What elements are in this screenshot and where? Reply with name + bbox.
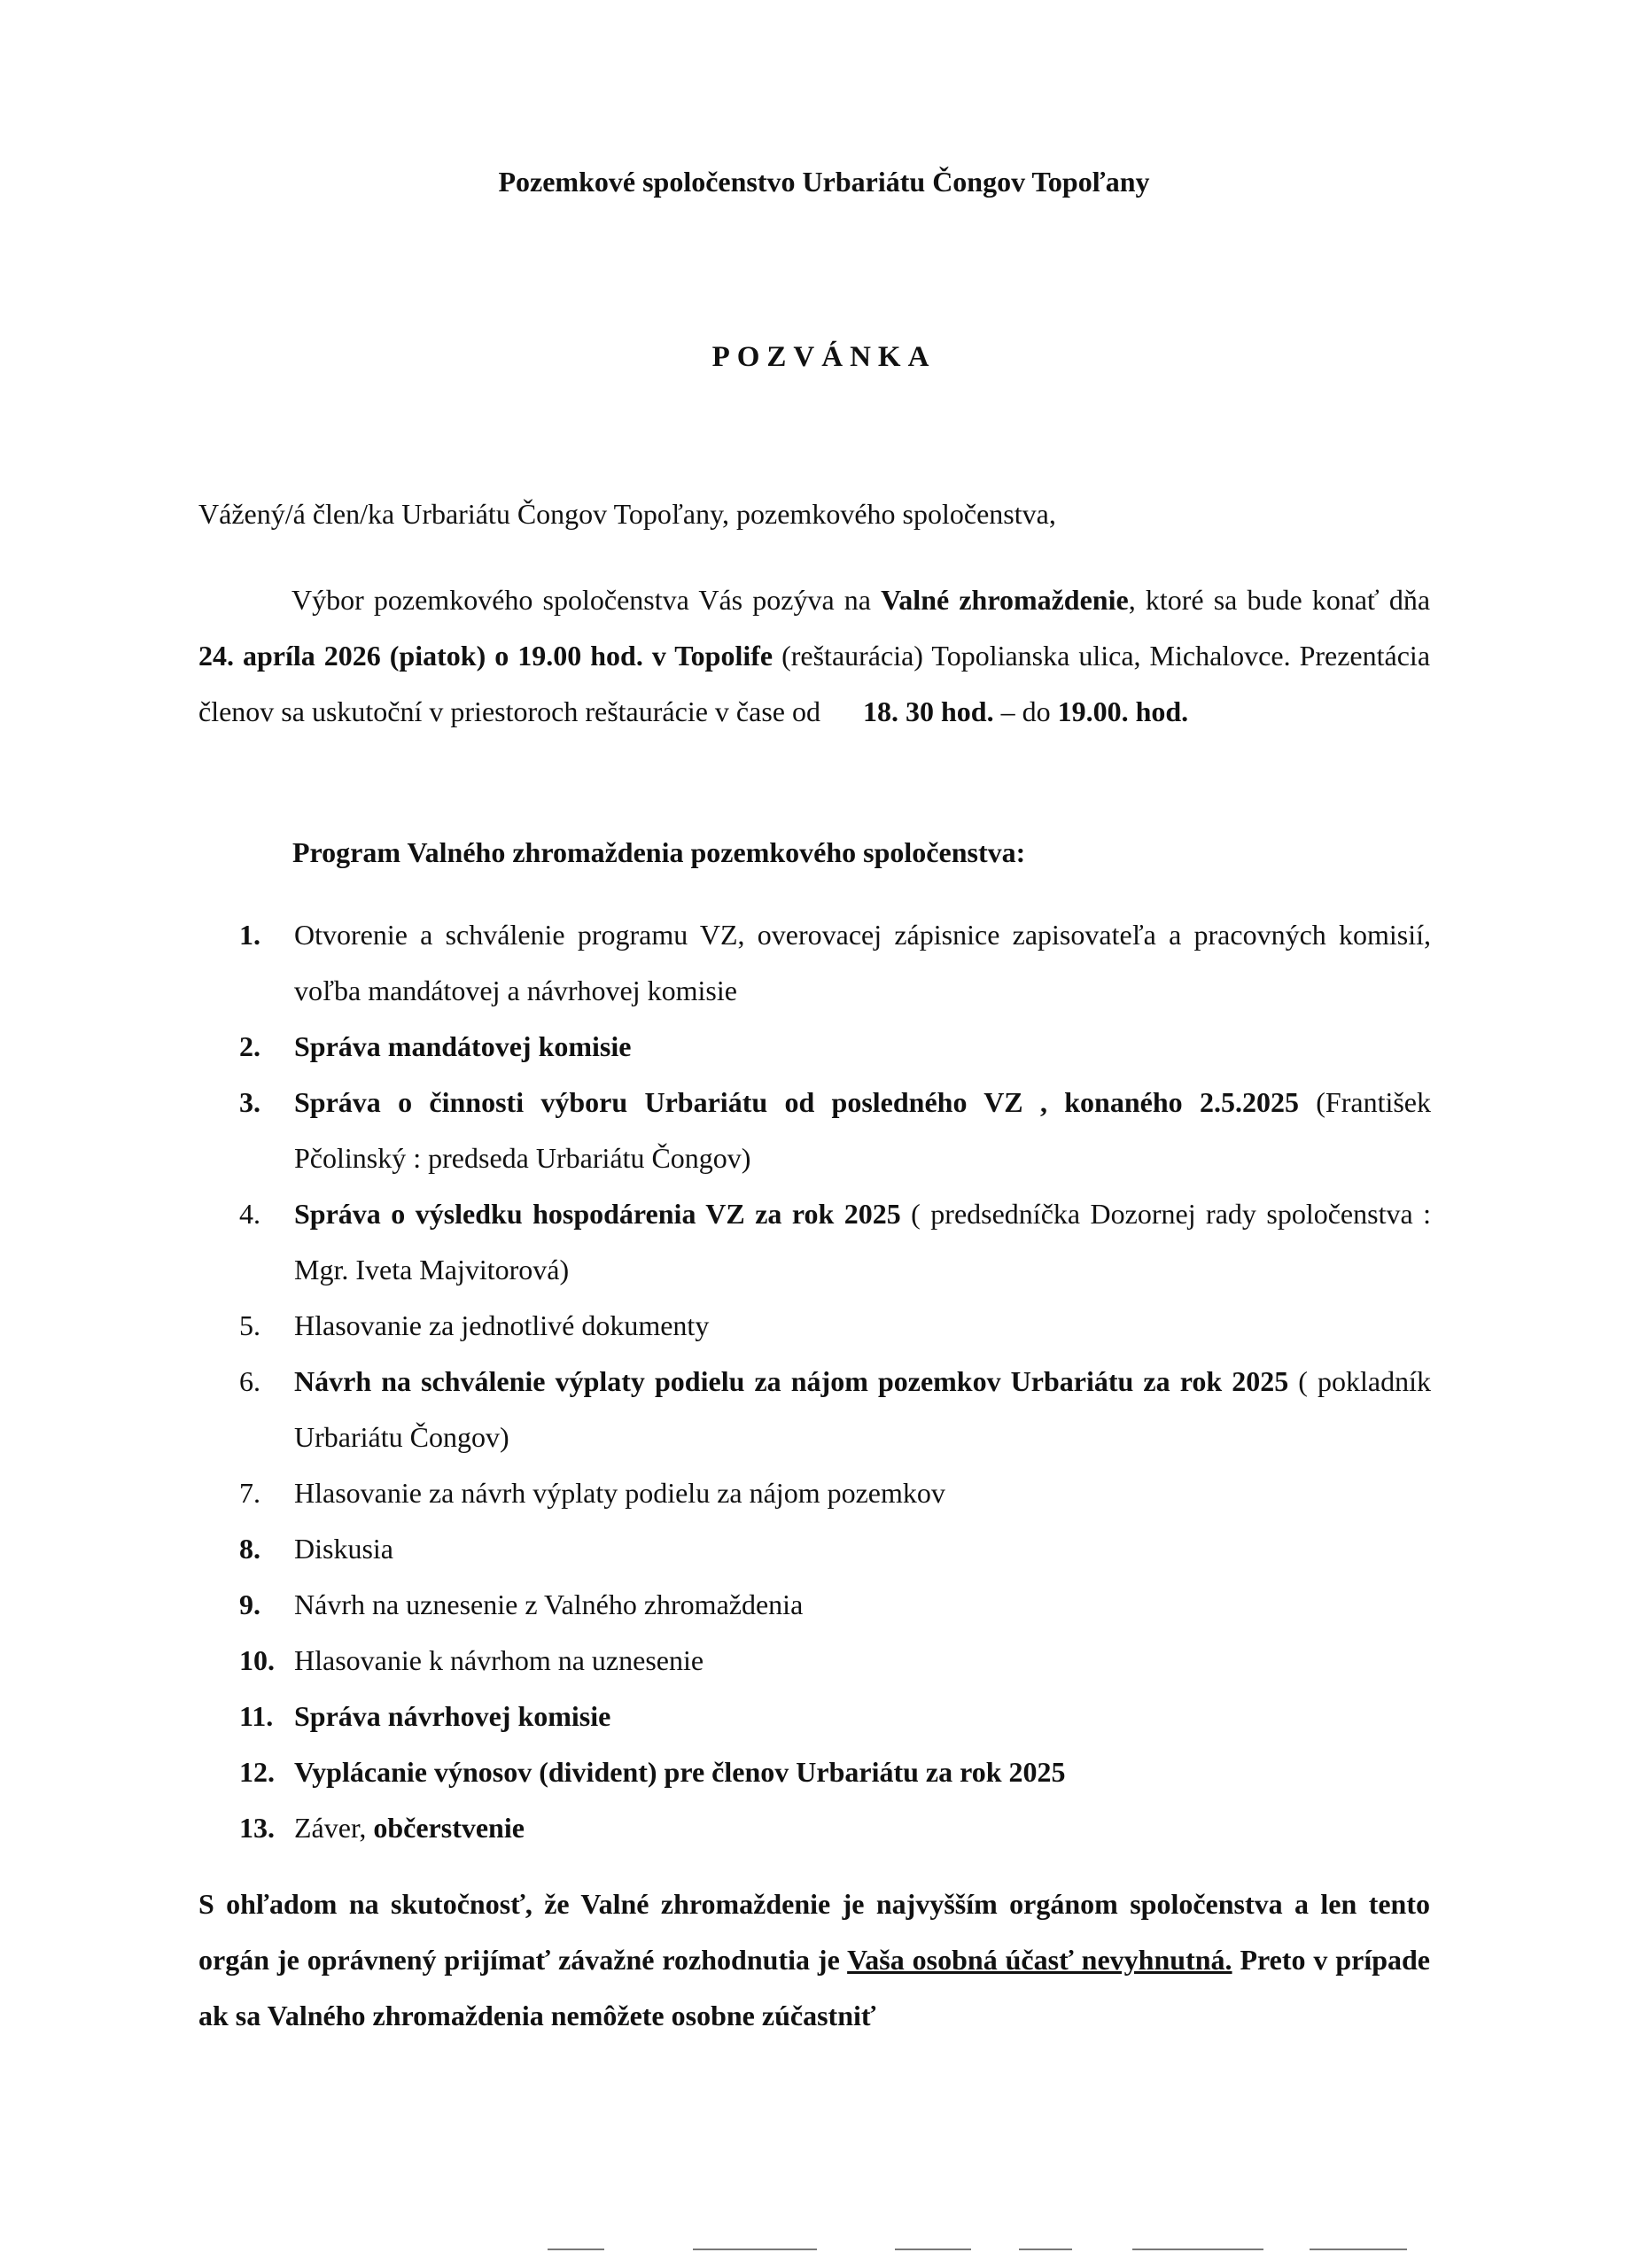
program-item	[239, 1744, 1431, 1800]
program-item-number: 7.	[239, 1477, 260, 1509]
invitation-text-5: – do	[993, 695, 1058, 727]
program-item-text: Otvorenie a schválenie programu VZ, overovacej zápisnice zapisovateľa a pracovných komisií, voľba mandátovej a návrhovej komisie	[294, 919, 1431, 1006]
program-item-bold: Správa o činnosti výboru Urbariátu od posledného VZ , konaného 2.5.2025	[294, 1086, 1299, 1118]
document-title: POZVÁNKA	[711, 341, 937, 373]
invitation-text-3	[643, 640, 652, 672]
program-item	[239, 1577, 1431, 1633]
program-item	[239, 1019, 1431, 1075]
program-item-text: Hlasovanie za jednotlivé dokumenty	[294, 1309, 710, 1341]
program-item-number: 5.	[239, 1309, 260, 1341]
page-bottom-marks	[0, 2249, 1648, 2252]
program-item	[239, 1354, 1431, 1465]
program-item-bold: Návrh na schválenie výplaty podielu za nájom pozemkov Urbariátu za rok 2025	[294, 1365, 1289, 1397]
program-item-text: Hlasovanie k návrhom na uznesenie	[294, 1644, 704, 1676]
program-item-text: Diskusia	[294, 1533, 393, 1565]
event-venue: v Topolife	[651, 640, 773, 672]
event-date: 24. apríla 2026 (piatok) o 19.00 hod.	[198, 640, 643, 672]
program-item-bold: Správa návrhovej komisie	[294, 1700, 611, 1732]
program-heading: Program Valného zhromaždenia pozemkového spoločenstva:	[292, 836, 1026, 868]
program-list	[239, 907, 1431, 1856]
program-item	[239, 907, 1431, 1019]
program-item-number: 8.	[239, 1533, 260, 1565]
program-item	[239, 1465, 1431, 1521]
program-item-bold: Vyplácanie výnosov (divident) pre členov Urbariátu za rok 2025	[294, 1756, 1066, 1788]
program-item-number: 13.	[239, 1812, 275, 1844]
closing-paragraph	[198, 1876, 1430, 2044]
scan-mark	[693, 2249, 817, 2250]
program-item-number: 10.	[239, 1644, 275, 1676]
scan-mark	[895, 2249, 971, 2250]
scan-mark	[1132, 2249, 1263, 2250]
program-item-bold: Správa o výsledku hospodárenia VZ za rok 2025	[294, 1198, 901, 1230]
program-item-number: 11.	[239, 1700, 274, 1732]
registration-end-time: 19.00. hod.	[1057, 695, 1189, 727]
program-item-bold: Správa mandátovej komisie	[294, 1030, 632, 1062]
program-item-number: 1.	[239, 919, 260, 951]
closing-text-1: S ohľadom na skutočnosť, že Valné zhromaždenie je najvyšším orgánom spoločenstva a len tento orgán je oprávnený prijímať závažné rozhodnutia je	[198, 1888, 1430, 1976]
organization-name: Pozemkové spoločenstvo Urbariátu Čongov Topoľany	[498, 166, 1150, 198]
program-item-number: 3.	[239, 1086, 260, 1118]
program-item	[239, 1800, 1431, 1856]
program-item-number: 2.	[239, 1030, 260, 1062]
program-item-number: 9.	[239, 1588, 260, 1620]
program-item-text: ( pokladník Urbariátu Čongov)	[294, 1365, 1432, 1453]
registration-start-time: 18. 30 hod.	[862, 695, 994, 727]
scan-mark	[1019, 2249, 1072, 2250]
program-item	[239, 1075, 1431, 1186]
invitation-paragraph	[198, 572, 1430, 740]
program-item-number: 4.	[239, 1198, 260, 1230]
program-item-text: Hlasovanie za návrh výplaty podielu za nájom pozemkov	[294, 1477, 945, 1509]
scan-mark	[548, 2249, 604, 2250]
program-item-text: Návrh na uznesenie z Valného zhromaždenia	[294, 1588, 804, 1620]
program-item	[239, 1298, 1431, 1354]
program-item	[239, 1521, 1431, 1577]
invitation-text-1: Výbor pozemkového spoločenstva Vás pozýva na	[292, 584, 882, 616]
program-item-text: Záver,	[294, 1812, 374, 1844]
invitation-text-4: (reštaurácia) Topolianska ulica, Michalovce. Prezentácia členov sa uskutoční v priestoroch reštaurácie v čase od	[198, 640, 1431, 727]
program-item-number: 12.	[239, 1756, 275, 1788]
salutation: Vážený/á člen/ka Urbariátu Čongov Topoľany, pozemkového spoločenstva,	[198, 498, 1056, 530]
program-item-text: ( predsedníčka Dozornej rady spoločenstva : Mgr. Iveta Majvitorová)	[294, 1198, 1432, 1285]
program-item	[239, 1633, 1431, 1689]
invitation-text-2: , ktoré sa bude konať dňa	[1128, 584, 1431, 616]
program-item	[239, 1689, 1431, 1744]
program-item-text: (František Pčolinský : predseda Urbariátu Čongov)	[294, 1086, 1432, 1174]
event-name: Valné zhromaždenie	[881, 584, 1129, 616]
program-item-bold-suffix: občerstvenie	[373, 1812, 525, 1844]
closing-text-2: Preto v prípade ak sa Valného zhromaždenia nemôžete osobne zúčastniť	[198, 1944, 1431, 2031]
program-item	[239, 1186, 1431, 1298]
program-item-number: 6.	[239, 1365, 260, 1397]
attendance-required-notice: Vaša osobná účasť nevyhnutná.	[847, 1944, 1232, 1976]
scan-mark	[1310, 2249, 1407, 2250]
